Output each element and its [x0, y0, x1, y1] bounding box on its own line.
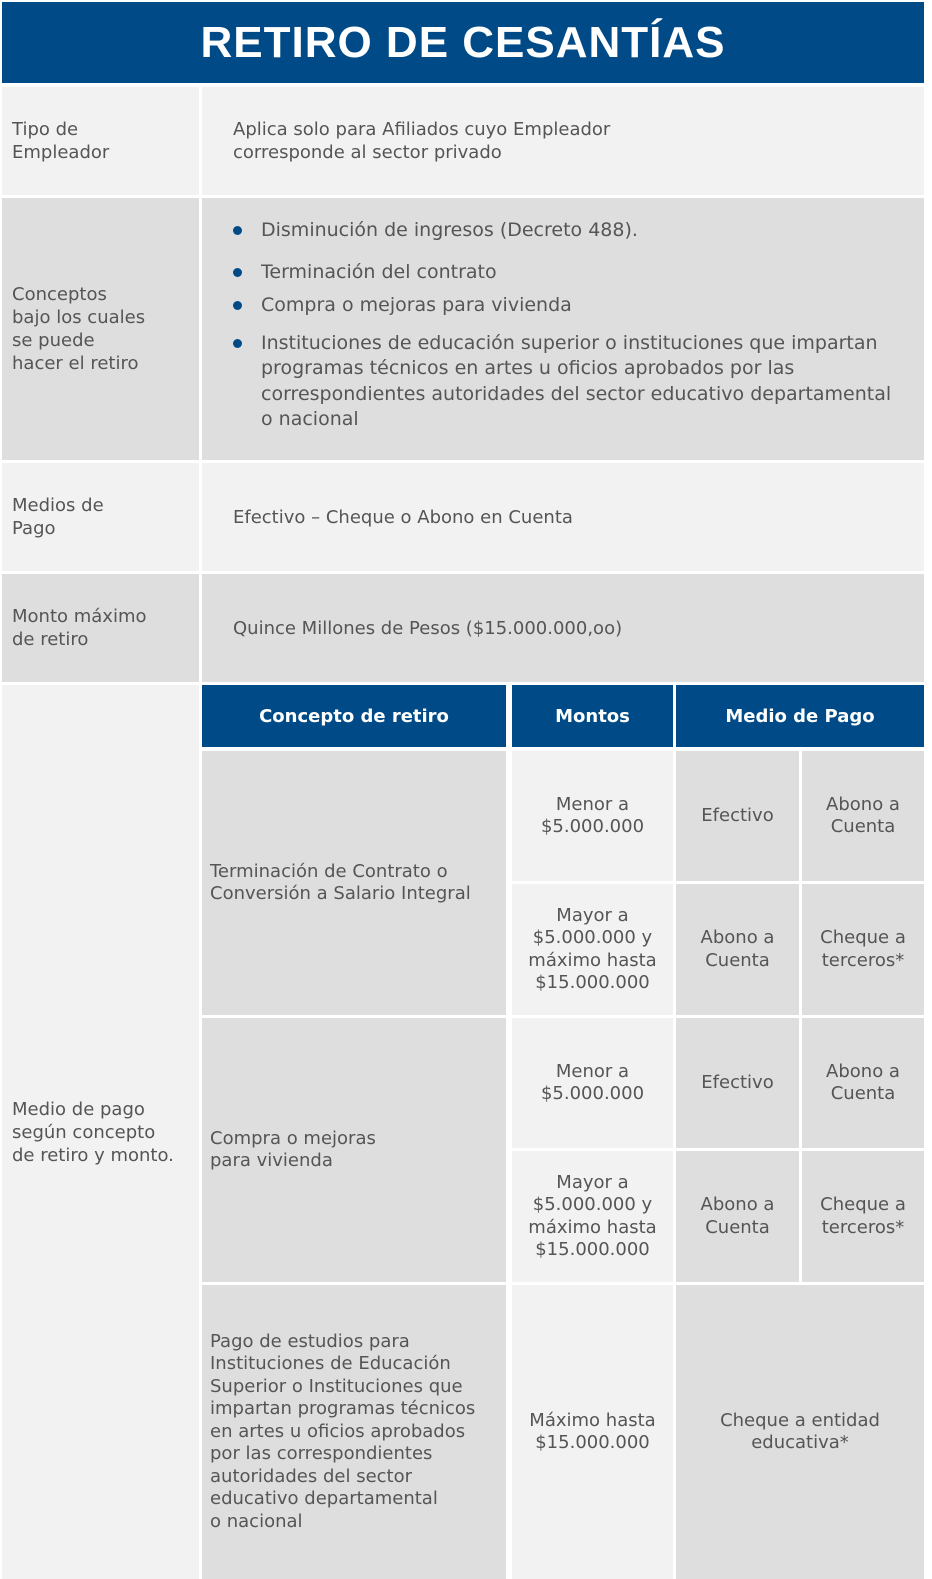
tipo-empleador-label: Tipo de Empleador	[2, 87, 199, 195]
table-row-medio2: Abono a Cuenta	[802, 1018, 924, 1148]
tipo-empleador-value: Aplica solo para Afiliados cuyo Empleador corresponde al sector privado	[202, 87, 924, 195]
medio-concepto-label: Medio de pago según concepto de retiro y monto.	[2, 685, 199, 1579]
table-row-medio1: Abono a Cuenta	[676, 884, 799, 1015]
bullet-icon	[233, 268, 242, 277]
concepto-terminacion: Terminación de Contrato o Conversión a Salario Integral	[202, 751, 506, 1015]
table-row-medio1: Efectivo	[676, 1018, 799, 1148]
concepto-estudios: Pago de estudios para Instituciones de Educación Superior o Instituciones que impartan programas técnicos en artes u oficios aprobados por las correspondientes autoridades del sector educativo departamental o nacional	[202, 1285, 506, 1579]
monto-maximo-label: Monto máximo de retiro	[2, 574, 199, 682]
title-banner	[2, 2, 924, 83]
list-item: Compra o mejoras para vivienda	[233, 293, 924, 319]
table-row-monto: Máximo hasta $15.000.000	[512, 1285, 673, 1579]
bullet-icon	[233, 301, 242, 310]
header-concepto: Concepto de retiro	[202, 685, 506, 749]
table-row-monto: Menor a $5.000.000	[512, 1018, 673, 1148]
list-item: Disminución de ingresos (Decreto 488).	[233, 218, 924, 244]
table-row-monto: Menor a $5.000.000	[512, 751, 673, 881]
table-row-medio2: Cheque a terceros*	[802, 884, 924, 1015]
table-row-medio2: Abono a Cuenta	[802, 751, 924, 881]
page-title: RETIRO DE CESANTÍAS	[200, 17, 726, 67]
table-row-medio2: Cheque a terceros*	[802, 1151, 924, 1282]
header-montos: Montos	[512, 685, 673, 749]
table-row-monto: Mayor a $5.000.000 y máximo hasta $15.000.000	[512, 1151, 673, 1282]
medios-pago-value: Efectivo – Cheque o Abono en Cuenta	[202, 463, 924, 571]
header-medio-pago: Medio de Pago	[676, 685, 924, 749]
conceptos-value	[202, 198, 924, 460]
medios-pago-label: Medios de Pago	[2, 463, 199, 571]
bullet-icon	[233, 339, 242, 348]
list-item: Terminación del contrato	[233, 260, 924, 286]
table-row-medio: Cheque a entidad educativa*	[676, 1285, 924, 1579]
concepto-vivienda: Compra o mejoras para vivienda	[202, 1018, 506, 1282]
conceptos-label: Conceptos bajo los cuales se puede hacer el retiro	[2, 198, 199, 460]
table-row-medio1: Efectivo	[676, 751, 799, 881]
list-item: Instituciones de educación superior o instituciones que impartan programas técnicos en artes u oficios aprobados por las correspondientes autoridades del sector educativo departamental o nacional	[233, 331, 924, 433]
monto-maximo-value: Quince Millones de Pesos ($15.000.000,oo)	[202, 574, 924, 682]
table-row-medio1: Abono a Cuenta	[676, 1151, 799, 1282]
conceptos-list	[233, 218, 924, 433]
bullet-icon	[233, 226, 242, 235]
table-row-monto: Mayor a $5.000.000 y máximo hasta $15.000.000	[512, 884, 673, 1015]
